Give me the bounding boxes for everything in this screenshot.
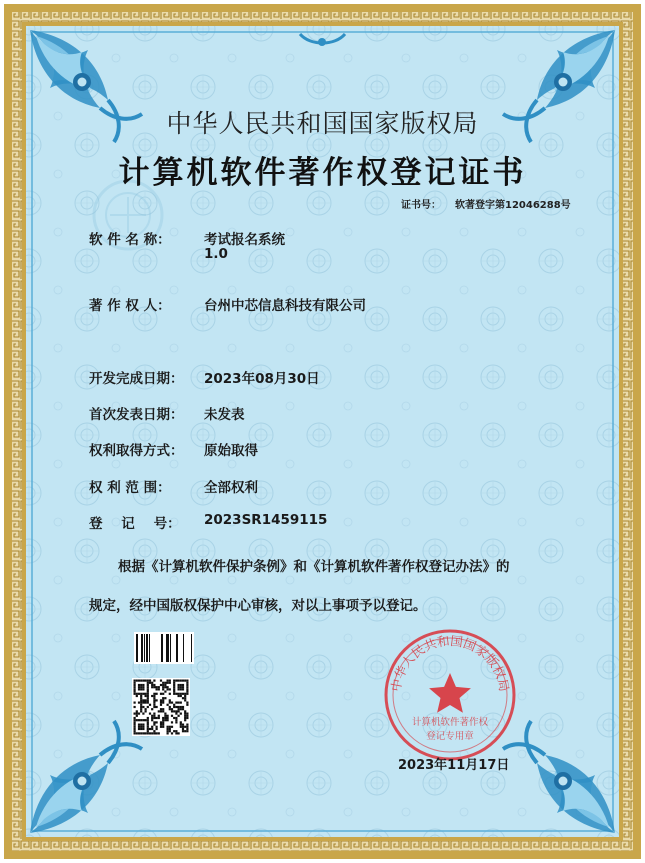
acquisition-method-value: 原始取得 [204, 443, 258, 459]
barcode [134, 632, 194, 664]
registration-number-value: 2023SR1459115 [204, 512, 328, 528]
rights-scope-label: 权 利 范 围： [89, 480, 171, 496]
first-publication-date-label: 首次发表日期： [89, 407, 184, 423]
seal-inner-line2: 登记专用章 [426, 731, 474, 742]
qr-code [132, 678, 190, 736]
software-name-label: 软 件 名 称： [89, 232, 171, 248]
software-name-value: 考试报名系统 [204, 232, 285, 248]
certificate-number-value: 软著登字第12046288号 [455, 200, 571, 211]
seal-inner-line1: 计算机软件著作权 [411, 717, 489, 728]
certificate-number-label: 证书号： [401, 200, 441, 211]
completion-date-label: 开发完成日期： [89, 371, 184, 387]
seal-outer-text: 中华人民共和国国家版权局 [387, 633, 513, 693]
certificate-title: 计算机软件著作权登记证书 [118, 155, 527, 191]
certificate-number [401, 196, 571, 211]
copyright-holder-label: 著 作 权 人： [89, 298, 171, 314]
registration-number-label: 登 记 号： [89, 516, 181, 532]
issue-date: 2023年11月17日 [398, 758, 510, 773]
software-version-value: 1.0 [204, 246, 228, 262]
acquisition-method-label: 权利取得方式： [89, 443, 184, 459]
statement-line-2: 规定，经中国版权保护中心审核，对以上事项予以登记。 [89, 598, 427, 614]
issuing-authority: 中华人民共和国国家版权局 [166, 109, 479, 138]
rights-scope-value: 全部权利 [204, 480, 258, 496]
completion-date-value: 2023年08月30日 [204, 371, 320, 387]
statement-line-1: 根据《计算机软件保护条例》和《计算机软件著作权登记办法》的 [118, 559, 510, 575]
copyright-holder-value: 台州中芯信息科技有限公司 [204, 298, 366, 314]
first-publication-date-value: 未发表 [204, 407, 245, 423]
